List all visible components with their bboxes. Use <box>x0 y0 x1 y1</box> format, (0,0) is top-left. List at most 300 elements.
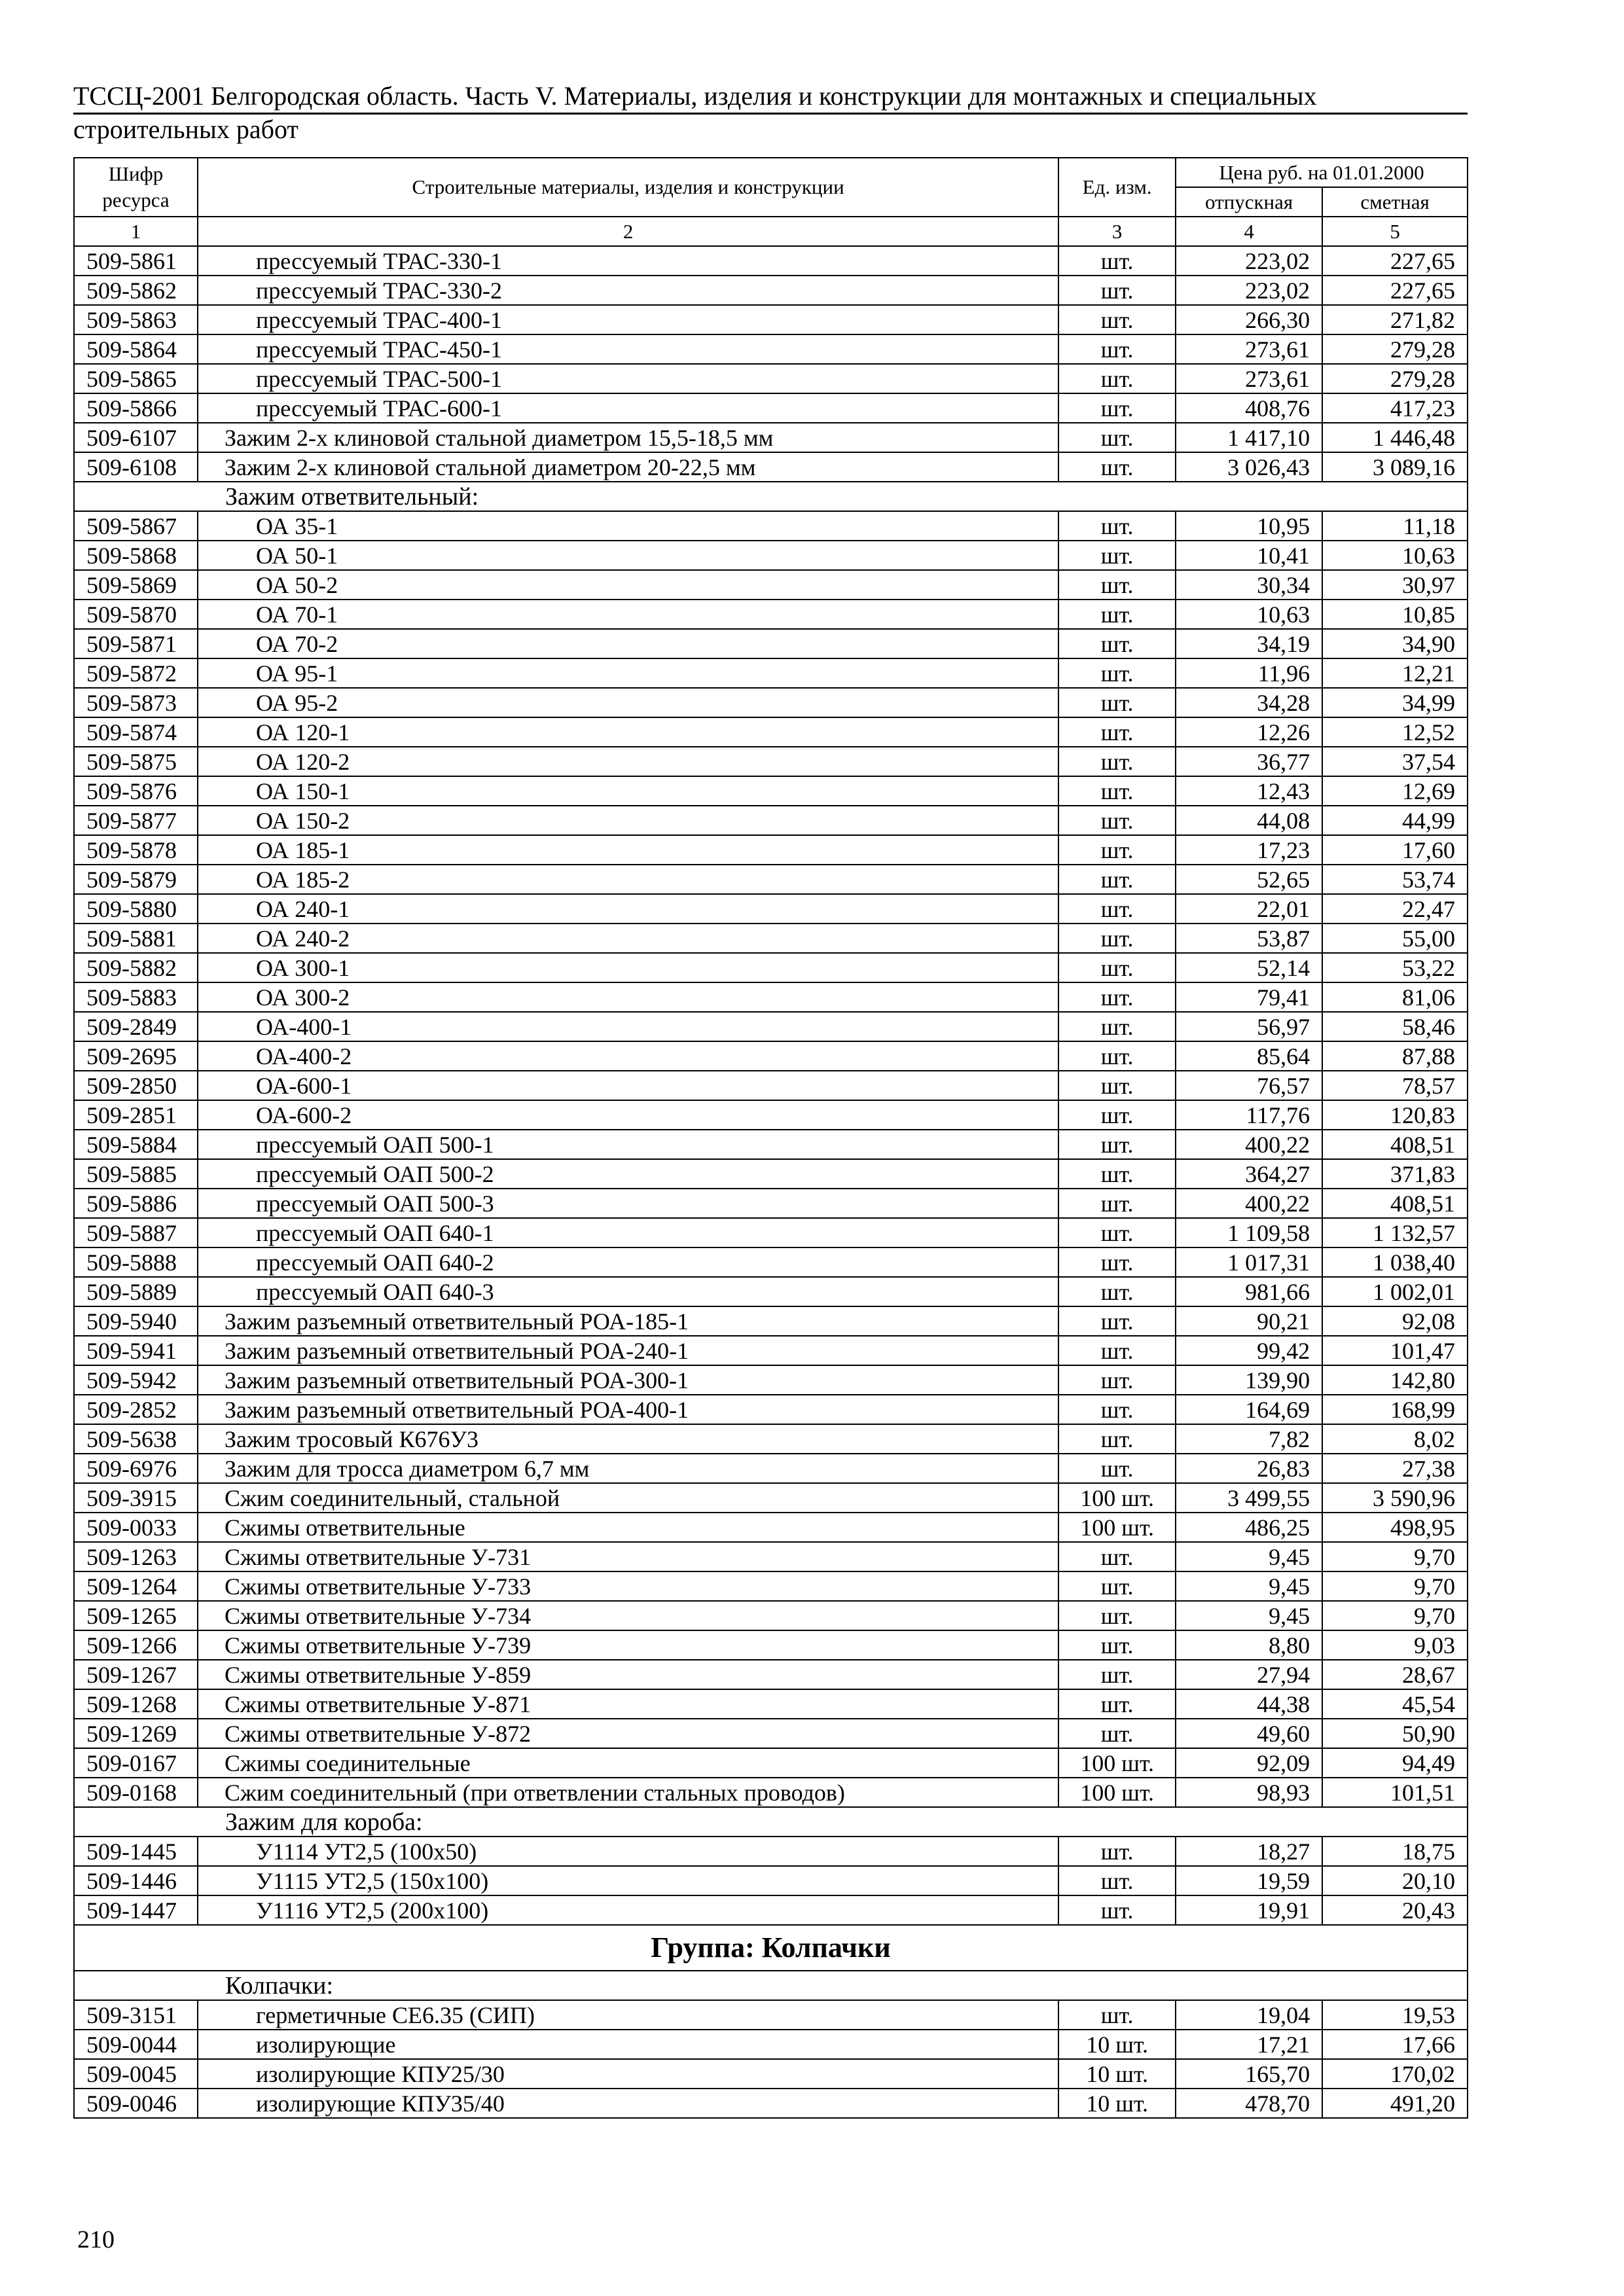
estimate-price: 101,51 <box>1322 1778 1468 1807</box>
table-row <box>74 688 1468 717</box>
estimate-price: 53,74 <box>1322 865 1468 894</box>
release-price: 52,65 <box>1176 865 1322 894</box>
material-name: Сжимы ответвительные <box>198 1513 1058 1542</box>
release-price: 8,80 <box>1176 1630 1322 1660</box>
material-name: Сжимы ответвительные У-731 <box>198 1542 1058 1571</box>
subsection-title: Колпачки: <box>74 1971 1468 2000</box>
material-name: ОА 150-2 <box>198 806 1058 835</box>
unit-of-measure: шт. <box>1058 1895 1176 1925</box>
table-body <box>74 246 1468 2118</box>
estimate-price: 279,28 <box>1322 334 1468 364</box>
table-row <box>74 541 1468 570</box>
estimate-price: 3 590,96 <box>1322 1483 1468 1513</box>
release-price: 273,61 <box>1176 334 1322 364</box>
release-price: 9,45 <box>1176 1542 1322 1571</box>
material-name: ОА 120-2 <box>198 747 1058 776</box>
subsection-row <box>74 1807 1468 1837</box>
table-row <box>74 776 1468 806</box>
resource-code: 509-2695 <box>74 1041 198 1071</box>
column-number: 4 <box>1176 217 1322 246</box>
resource-code: 509-6976 <box>74 1454 198 1483</box>
release-price: 400,22 <box>1176 1130 1322 1159</box>
resource-code: 509-5863 <box>74 305 198 334</box>
resource-code: 509-0167 <box>74 1748 198 1778</box>
resource-code: 509-1265 <box>74 1601 198 1630</box>
unit-of-measure: шт. <box>1058 1218 1176 1247</box>
unit-of-measure: шт. <box>1058 364 1176 393</box>
estimate-price: 408,51 <box>1322 1189 1468 1218</box>
resource-code: 509-1269 <box>74 1719 198 1748</box>
table-row <box>74 1630 1468 1660</box>
material-name: ОА-600-2 <box>198 1100 1058 1130</box>
table-row <box>74 806 1468 835</box>
resource-code: 509-6107 <box>74 423 198 452</box>
resource-code: 509-2851 <box>74 1100 198 1130</box>
unit-of-measure: шт. <box>1058 717 1176 747</box>
material-name: прессуемый ТРАС-330-1 <box>198 246 1058 276</box>
header-price: Цена руб. на 01.01.2000 <box>1176 158 1468 187</box>
table-row <box>74 334 1468 364</box>
table-row <box>74 1895 1468 1925</box>
unit-of-measure: шт. <box>1058 1041 1176 1071</box>
material-name: ОА 185-1 <box>198 835 1058 865</box>
material-name: изолирующие <box>198 2030 1058 2059</box>
unit-of-measure: 100 шт. <box>1058 1513 1176 1542</box>
release-price: 981,66 <box>1176 1277 1322 1306</box>
unit-of-measure: шт. <box>1058 1601 1176 1630</box>
estimate-price: 17,66 <box>1322 2030 1468 2059</box>
release-price: 478,70 <box>1176 2089 1322 2118</box>
release-price: 98,93 <box>1176 1778 1322 1807</box>
resource-code: 509-5638 <box>74 1424 198 1454</box>
header-code: Шифр ресурса <box>74 158 198 217</box>
table-row <box>74 865 1468 894</box>
estimate-price: 92,08 <box>1322 1306 1468 1336</box>
material-name: У1115 УТ2,5 (150x100) <box>198 1866 1058 1895</box>
material-name: ОА 95-1 <box>198 658 1058 688</box>
material-name: Сжимы ответвительные У-739 <box>198 1630 1058 1660</box>
release-price: 76,57 <box>1176 1071 1322 1100</box>
page-number: 210 <box>77 2226 115 2253</box>
material-name: ОА 185-2 <box>198 865 1058 894</box>
resource-code: 509-5887 <box>74 1218 198 1247</box>
table-row <box>74 1513 1468 1542</box>
table-row <box>74 1071 1468 1100</box>
release-price: 10,95 <box>1176 511 1322 541</box>
estimate-price: 12,52 <box>1322 717 1468 747</box>
table-row <box>74 1336 1468 1365</box>
column-number: 1 <box>74 217 198 246</box>
table-row <box>74 1454 1468 1483</box>
release-price: 34,28 <box>1176 688 1322 717</box>
release-price: 52,14 <box>1176 953 1322 982</box>
estimate-price: 491,20 <box>1322 2089 1468 2118</box>
material-name: прессуемый ОАП 500-1 <box>198 1130 1058 1159</box>
resource-code: 509-5881 <box>74 924 198 953</box>
material-name: прессуемый ОАП 500-2 <box>198 1159 1058 1189</box>
material-name: Сжим соединительный, стальной <box>198 1483 1058 1513</box>
table-row <box>74 1218 1468 1247</box>
release-price: 1 109,58 <box>1176 1218 1322 1247</box>
column-number: 3 <box>1058 217 1176 246</box>
resource-code: 509-5882 <box>74 953 198 982</box>
release-price: 26,83 <box>1176 1454 1322 1483</box>
resource-code: 509-5889 <box>74 1277 198 1306</box>
estimate-price: 120,83 <box>1322 1100 1468 1130</box>
release-price: 18,27 <box>1176 1837 1322 1866</box>
table-row <box>74 717 1468 747</box>
table-row <box>74 1189 1468 1218</box>
subsection-title: Зажим для короба: <box>74 1807 1468 1837</box>
unit-of-measure: шт. <box>1058 1630 1176 1660</box>
release-price: 1 017,31 <box>1176 1247 1322 1277</box>
column-number: 2 <box>198 217 1058 246</box>
release-price: 12,26 <box>1176 717 1322 747</box>
group-row <box>74 1925 1468 1971</box>
unit-of-measure: шт. <box>1058 894 1176 924</box>
material-name: прессуемый ТРАС-330-2 <box>198 276 1058 305</box>
table-row <box>74 276 1468 305</box>
estimate-price: 45,54 <box>1322 1689 1468 1719</box>
unit-of-measure: 100 шт. <box>1058 1483 1176 1513</box>
material-name: ОА-400-1 <box>198 1012 1058 1041</box>
estimate-price: 87,88 <box>1322 1041 1468 1071</box>
release-price: 53,87 <box>1176 924 1322 953</box>
resource-code: 509-5862 <box>74 276 198 305</box>
header-title-line2: строительных работ <box>73 115 298 144</box>
table-row <box>74 658 1468 688</box>
release-price: 44,38 <box>1176 1689 1322 1719</box>
resource-code: 509-5873 <box>74 688 198 717</box>
unit-of-measure: шт. <box>1058 246 1176 276</box>
material-name: Сжимы ответвительные У-872 <box>198 1719 1058 1748</box>
release-price: 164,69 <box>1176 1395 1322 1424</box>
resource-code: 509-6108 <box>74 452 198 482</box>
unit-of-measure: шт. <box>1058 688 1176 717</box>
material-name: Сжимы ответвительные У-733 <box>198 1571 1058 1601</box>
material-name: Зажим тросовый К676У3 <box>198 1424 1058 1454</box>
material-name: ОА 300-2 <box>198 982 1058 1012</box>
header-name: Строительные материалы, изделия и конструкции <box>198 158 1058 217</box>
estimate-price: 1 038,40 <box>1322 1247 1468 1277</box>
release-price: 9,45 <box>1176 1571 1322 1601</box>
table-row <box>74 924 1468 953</box>
table-row <box>74 1306 1468 1336</box>
estimate-price: 9,70 <box>1322 1542 1468 1571</box>
release-price: 10,41 <box>1176 541 1322 570</box>
estimate-price: 9,70 <box>1322 1601 1468 1630</box>
estimate-price: 9,70 <box>1322 1571 1468 1601</box>
estimate-price: 18,75 <box>1322 1837 1468 1866</box>
estimate-price: 1 002,01 <box>1322 1277 1468 1306</box>
resource-code: 509-1264 <box>74 1571 198 1601</box>
resource-code: 509-5878 <box>74 835 198 865</box>
table-row <box>74 1601 1468 1630</box>
estimate-price: 12,69 <box>1322 776 1468 806</box>
estimate-price: 27,38 <box>1322 1454 1468 1483</box>
table-row <box>74 1660 1468 1689</box>
release-price: 56,97 <box>1176 1012 1322 1041</box>
resource-code: 509-5867 <box>74 511 198 541</box>
resource-code: 509-3151 <box>74 2000 198 2030</box>
unit-of-measure: шт. <box>1058 1689 1176 1719</box>
estimate-price: 20,10 <box>1322 1866 1468 1895</box>
estimate-price: 50,90 <box>1322 1719 1468 1748</box>
unit-of-measure: шт. <box>1058 2000 1176 2030</box>
release-price: 99,42 <box>1176 1336 1322 1365</box>
material-name: ОА 240-2 <box>198 924 1058 953</box>
unit-of-measure: шт. <box>1058 452 1176 482</box>
material-name: Зажим разъемный ответвительный РОА-185-1 <box>198 1306 1058 1336</box>
resource-code: 509-5879 <box>74 865 198 894</box>
material-name: У1114 УТ2,5 (100x50) <box>198 1837 1058 1866</box>
release-price: 36,77 <box>1176 747 1322 776</box>
estimate-price: 170,02 <box>1322 2059 1468 2089</box>
resource-code: 509-0044 <box>74 2030 198 2059</box>
material-name: ОА 95-2 <box>198 688 1058 717</box>
table-row <box>74 600 1468 629</box>
material-name: У1116 УТ2,5 (200x100) <box>198 1895 1058 1925</box>
table-row <box>74 1100 1468 1130</box>
release-price: 7,82 <box>1176 1424 1322 1454</box>
resource-code: 509-5877 <box>74 806 198 835</box>
table-row <box>74 1247 1468 1277</box>
table-row <box>74 1277 1468 1306</box>
table-row <box>74 1837 1468 1866</box>
page-header <box>73 81 1468 145</box>
header-price-estimate: сметная <box>1322 187 1468 217</box>
resource-code: 509-5872 <box>74 658 198 688</box>
release-price: 85,64 <box>1176 1041 1322 1071</box>
release-price: 22,01 <box>1176 894 1322 924</box>
estimate-price: 1 446,48 <box>1322 423 1468 452</box>
material-name: Зажим разъемный ответвительный РОА-240-1 <box>198 1336 1058 1365</box>
estimate-price: 81,06 <box>1322 982 1468 1012</box>
release-price: 3 026,43 <box>1176 452 1322 482</box>
estimate-price: 17,60 <box>1322 835 1468 865</box>
table-row <box>74 511 1468 541</box>
table-row <box>74 570 1468 600</box>
unit-of-measure: шт. <box>1058 806 1176 835</box>
estimate-price: 408,51 <box>1322 1130 1468 1159</box>
unit-of-measure: шт. <box>1058 334 1176 364</box>
material-name: ОА 70-1 <box>198 600 1058 629</box>
estimate-price: 55,00 <box>1322 924 1468 953</box>
unit-of-measure: шт. <box>1058 1454 1176 1483</box>
unit-of-measure: шт. <box>1058 1542 1176 1571</box>
unit-of-measure: 10 шт. <box>1058 2030 1176 2059</box>
material-name: изолирующие КПУ25/30 <box>198 2059 1058 2089</box>
unit-of-measure: шт. <box>1058 1130 1176 1159</box>
release-price: 1 417,10 <box>1176 423 1322 452</box>
estimate-price: 10,63 <box>1322 541 1468 570</box>
release-price: 19,91 <box>1176 1895 1322 1925</box>
release-price: 408,76 <box>1176 393 1322 423</box>
table-row <box>74 2089 1468 2118</box>
resource-code: 509-5883 <box>74 982 198 1012</box>
unit-of-measure: шт. <box>1058 1866 1176 1895</box>
unit-of-measure: шт. <box>1058 541 1176 570</box>
table-row <box>74 953 1468 982</box>
estimate-price: 9,03 <box>1322 1630 1468 1660</box>
material-name: Сжимы ответвительные У-734 <box>198 1601 1058 1630</box>
material-name: ОА 240-1 <box>198 894 1058 924</box>
unit-of-measure: шт. <box>1058 1719 1176 1748</box>
release-price: 27,94 <box>1176 1660 1322 1689</box>
table-row <box>74 1719 1468 1748</box>
resource-code: 509-0168 <box>74 1778 198 1807</box>
table-row <box>74 2059 1468 2089</box>
column-number: 5 <box>1322 217 1468 246</box>
group-title: Группа: Колпачки <box>74 1925 1468 1971</box>
header-unit: Ед. изм. <box>1058 158 1176 217</box>
estimate-price: 1 132,57 <box>1322 1218 1468 1247</box>
material-name: ОА 35-1 <box>198 511 1058 541</box>
table-row <box>74 1159 1468 1189</box>
estimate-price: 22,47 <box>1322 894 1468 924</box>
release-price: 19,04 <box>1176 2000 1322 2030</box>
table-row <box>74 423 1468 452</box>
release-price: 12,43 <box>1176 776 1322 806</box>
resource-code: 509-5865 <box>74 364 198 393</box>
resource-code: 509-5868 <box>74 541 198 570</box>
release-price: 49,60 <box>1176 1719 1322 1748</box>
estimate-price: 11,18 <box>1322 511 1468 541</box>
resource-code: 509-1445 <box>74 1837 198 1866</box>
unit-of-measure: 100 шт. <box>1058 1748 1176 1778</box>
resource-code: 509-2852 <box>74 1395 198 1424</box>
estimate-price: 34,99 <box>1322 688 1468 717</box>
release-price: 34,19 <box>1176 629 1322 658</box>
unit-of-measure: 100 шт. <box>1058 1778 1176 1807</box>
release-price: 90,21 <box>1176 1306 1322 1336</box>
estimate-price: 142,80 <box>1322 1365 1468 1395</box>
release-price: 486,25 <box>1176 1513 1322 1542</box>
unit-of-measure: шт. <box>1058 1365 1176 1395</box>
table-row <box>74 1689 1468 1719</box>
material-name: герметичные СЕ6.35 (СИП) <box>198 2000 1058 2030</box>
estimate-price: 58,46 <box>1322 1012 1468 1041</box>
table-row <box>74 1542 1468 1571</box>
release-price: 117,76 <box>1176 1100 1322 1130</box>
material-name: прессуемый ТРАС-450-1 <box>198 334 1058 364</box>
resource-code: 509-3915 <box>74 1483 198 1513</box>
unit-of-measure: шт. <box>1058 1837 1176 1866</box>
table-row <box>74 1483 1468 1513</box>
estimate-price: 371,83 <box>1322 1159 1468 1189</box>
estimate-price: 227,65 <box>1322 276 1468 305</box>
table-row <box>74 1748 1468 1778</box>
resource-code: 509-1263 <box>74 1542 198 1571</box>
resource-code: 509-0046 <box>74 2089 198 2118</box>
release-price: 165,70 <box>1176 2059 1322 2089</box>
material-name: прессуемый ТРАС-500-1 <box>198 364 1058 393</box>
unit-of-measure: шт. <box>1058 1306 1176 1336</box>
material-name: ОА 300-1 <box>198 953 1058 982</box>
estimate-price: 30,97 <box>1322 570 1468 600</box>
material-name: прессуемый ОАП 640-2 <box>198 1247 1058 1277</box>
estimate-price: 94,49 <box>1322 1748 1468 1778</box>
release-price: 44,08 <box>1176 806 1322 835</box>
material-name: Зажим для тросса диаметром 6,7 мм <box>198 1454 1058 1483</box>
resource-code: 509-1266 <box>74 1630 198 1660</box>
table-row <box>74 2030 1468 2059</box>
resource-code: 509-1267 <box>74 1660 198 1689</box>
resource-code: 509-5880 <box>74 894 198 924</box>
estimate-price: 3 089,16 <box>1322 452 1468 482</box>
resource-code: 509-5876 <box>74 776 198 806</box>
unit-of-measure: шт. <box>1058 1247 1176 1277</box>
resource-code: 509-5875 <box>74 747 198 776</box>
unit-of-measure: шт. <box>1058 629 1176 658</box>
header-title-line1: ТССЦ-2001 Белгородская область. Часть V. Материалы, изделия и конструкции для монтажных и специальных <box>73 81 1468 115</box>
resource-code: 509-0033 <box>74 1513 198 1542</box>
unit-of-measure: шт. <box>1058 1159 1176 1189</box>
table-row <box>74 982 1468 1012</box>
table-row <box>74 246 1468 276</box>
unit-of-measure: шт. <box>1058 305 1176 334</box>
resource-code: 509-5871 <box>74 629 198 658</box>
material-name: Сжимы ответвительные У-859 <box>198 1660 1058 1689</box>
estimate-price: 78,57 <box>1322 1071 1468 1100</box>
material-name: ОА-600-1 <box>198 1071 1058 1100</box>
unit-of-measure: шт. <box>1058 1395 1176 1424</box>
unit-of-measure: шт. <box>1058 865 1176 894</box>
header-price-release: отпускная <box>1176 187 1322 217</box>
resource-code: 509-5884 <box>74 1130 198 1159</box>
unit-of-measure: шт. <box>1058 423 1176 452</box>
release-price: 139,90 <box>1176 1365 1322 1395</box>
resource-code: 509-1268 <box>74 1689 198 1719</box>
unit-of-measure: шт. <box>1058 747 1176 776</box>
unit-of-measure: шт. <box>1058 658 1176 688</box>
unit-of-measure: шт. <box>1058 1660 1176 1689</box>
release-price: 3 499,55 <box>1176 1483 1322 1513</box>
table-row <box>74 393 1468 423</box>
material-name: прессуемый ТРАС-400-1 <box>198 305 1058 334</box>
estimate-price: 498,95 <box>1322 1513 1468 1542</box>
material-name: прессуемый ОАП 640-3 <box>198 1277 1058 1306</box>
resource-code: 509-1446 <box>74 1866 198 1895</box>
table-row <box>74 452 1468 482</box>
material-name: прессуемый ТРАС-600-1 <box>198 393 1058 423</box>
estimate-price: 37,54 <box>1322 747 1468 776</box>
subsection-title: Зажим ответвительный: <box>74 482 1468 511</box>
unit-of-measure: шт. <box>1058 600 1176 629</box>
estimate-price: 28,67 <box>1322 1660 1468 1689</box>
estimate-price: 10,85 <box>1322 600 1468 629</box>
unit-of-measure: шт. <box>1058 835 1176 865</box>
release-price: 11,96 <box>1176 658 1322 688</box>
release-price: 266,30 <box>1176 305 1322 334</box>
material-name: ОА 70-2 <box>198 629 1058 658</box>
subsection-row <box>74 1971 1468 2000</box>
resource-code: 509-5861 <box>74 246 198 276</box>
resource-code: 509-5942 <box>74 1365 198 1395</box>
estimate-price: 44,99 <box>1322 806 1468 835</box>
table-row <box>74 629 1468 658</box>
unit-of-measure: шт. <box>1058 511 1176 541</box>
material-name: Зажим разъемный ответвительный РОА-300-1 <box>198 1365 1058 1395</box>
resource-code: 509-2849 <box>74 1012 198 1041</box>
estimate-price: 101,47 <box>1322 1336 1468 1365</box>
resource-code: 509-1447 <box>74 1895 198 1925</box>
unit-of-measure: 10 шт. <box>1058 2059 1176 2089</box>
resource-code: 509-5886 <box>74 1189 198 1218</box>
material-name: ОА 150-1 <box>198 776 1058 806</box>
table-row <box>74 835 1468 865</box>
unit-of-measure: шт. <box>1058 1336 1176 1365</box>
